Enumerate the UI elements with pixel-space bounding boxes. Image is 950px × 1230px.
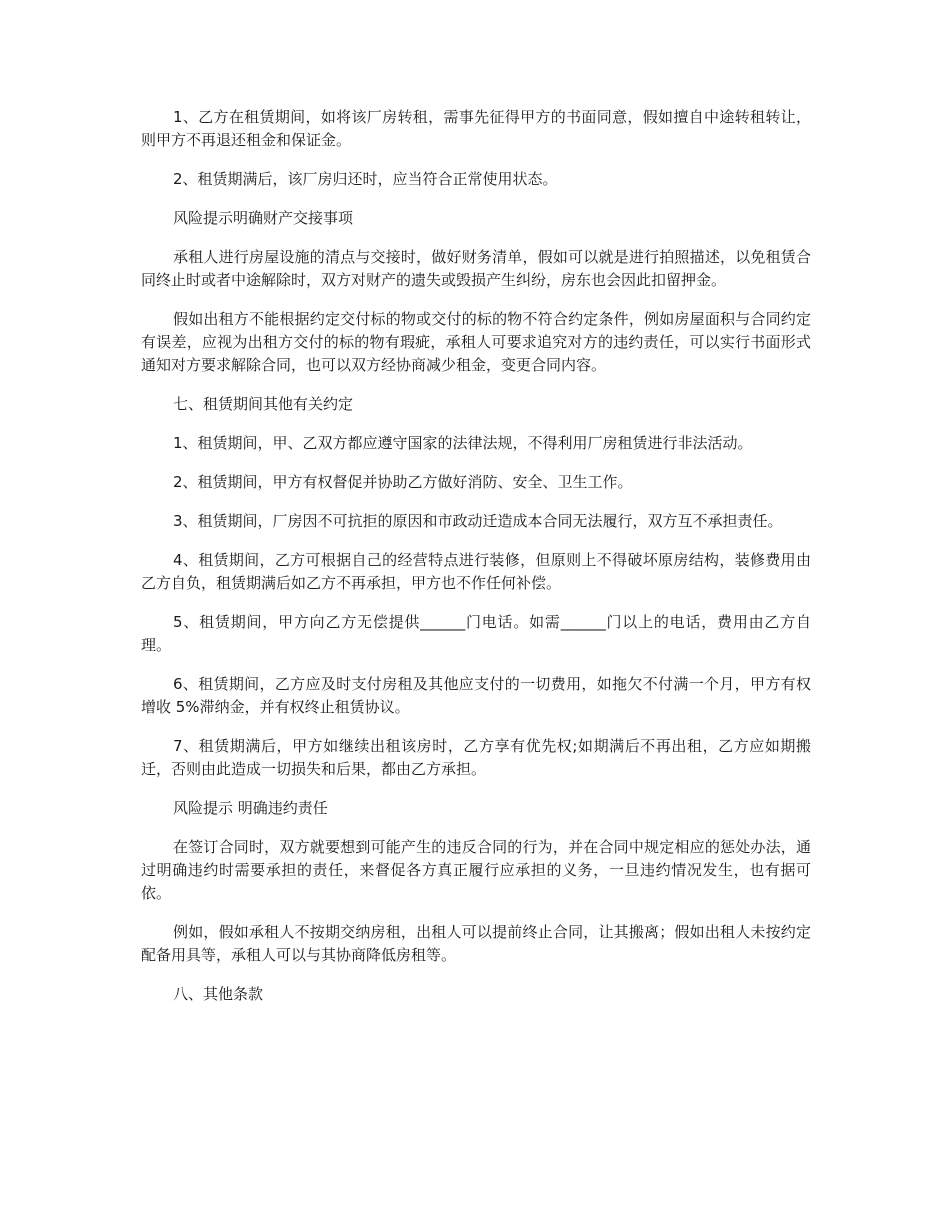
clause-payment: 6、租赁期间，乙方应及时支付房租及其他应支付的一切费用，如拖欠不付满一个月，甲方有权增收 5%滞纳金，并有权终止租赁协议。 <box>141 675 811 716</box>
paragraph-delivery-defect: 假如出租方不能根据约定交付标的物或交付的标的物不符合约定条件，例如房屋面积与合同约定有误差，应视为出租方交付的标的物有瑕疵，承租人可要求追究对方的违约责任，可以实行书面形式通知对方要求解除合同，也可以双方经协商减少租金，变更合同内容。 <box>141 310 811 374</box>
risk-heading-handover: 风险提示明确财产交接事项 <box>173 209 354 227</box>
clause-renovation: 4、租赁期间，乙方可根据自己的经营特点进行装修，但原则上不得破坏原房结构，装修费用由乙方自负，租赁期满后如乙方不再承担，甲方也不作任何补偿。 <box>141 551 811 592</box>
clause-law-compliance: 1、租赁期间，甲、乙双方都应遵守国家的法律法规，不得利用厂房租赁进行非法活动。 <box>173 434 753 452</box>
clause-priority-renewal: 7、租赁期满后，甲方如继续出租该房时，乙方享有优先权;如期满后不再出租，乙方应如期搬迁，否则由此造成一切损失和后果，都由乙方承担。 <box>141 737 811 778</box>
clause-telephone: 5、租赁期间，甲方向乙方无偿提供______门电话。如需______门以上的电话，费用由乙方自理。 <box>141 613 811 654</box>
clause-force-majeure: 3、租赁期间，厂房因不可抗拒的原因和市政动迁造成本合同无法履行，双方互不承担责任。 <box>173 512 783 530</box>
paragraph-breach-liability: 在签订合同时，双方就要想到可能产生的违反合同的行为，并在合同中规定相应的惩处办法，通过明确违约时需要承担的责任，来督促各方真正履行应承担的义务，一旦违约情况发生，也有据可依。 <box>141 838 811 902</box>
clause-return-condition: 2、租赁期满后，该厂房归还时，应当符合正常使用状态。 <box>173 170 558 188</box>
section-heading-eight: 八、其他条款 <box>173 985 264 1003</box>
paragraph-handover-inventory: 承租人进行房屋设施的清点与交接时，做好财务清单，假如可以就是进行拍照描述，以免租赁合同终止时或者中途解除时，双方对财产的遗失或毁损产生纠纷，房东也会因此扣留押金。 <box>141 248 811 289</box>
risk-heading-breach: 风险提示 明确违约责任 <box>173 799 328 817</box>
clause-safety: 2、租赁期间，甲方有权督促并协助乙方做好消防、安全、卫生工作。 <box>173 473 633 491</box>
document-body <box>141 106 811 1022</box>
paragraph-breach-example: 例如，假如承租人不按期交纳房租，出租人可以提前终止合同，让其搬离；假如出租人未按约定配备用具等，承租人可以与其协商降低房租等。 <box>141 923 811 964</box>
clause-sublet: 1、乙方在租赁期间，如将该厂房转租，需事先征得甲方的书面同意，假如擅自中途转租转让，则甲方不再退还租金和保证金。 <box>141 108 811 149</box>
section-heading-seven: 七、租赁期间其他有关约定 <box>173 395 354 413</box>
